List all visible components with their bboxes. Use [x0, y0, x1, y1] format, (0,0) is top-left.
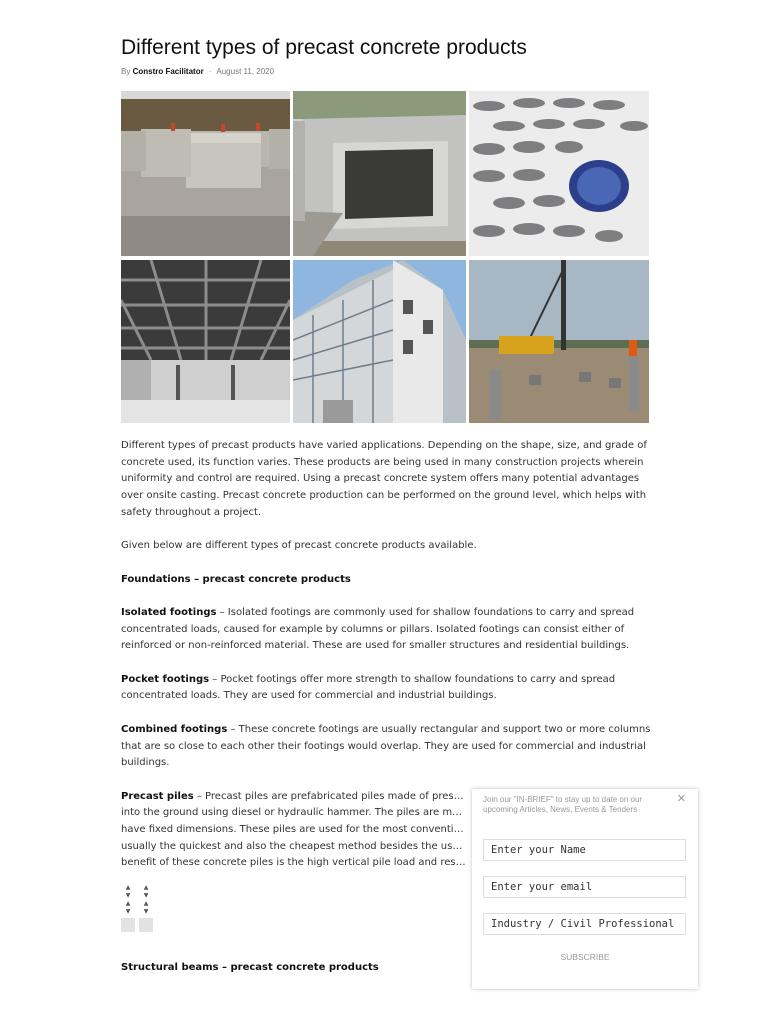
pocket-footings-paragraph — [121, 672, 651, 705]
article-header — [121, 30, 649, 76]
spinner-down-icon[interactable]: ▼ — [125, 908, 131, 915]
foundations-heading — [121, 572, 651, 589]
byline-prefix: By — [121, 67, 131, 76]
page-title: Different types of precast concrete products — [121, 36, 527, 59]
number-spinner[interactable] — [139, 884, 153, 934]
isolated-footings-paragraph — [121, 605, 651, 655]
email-input[interactable] — [483, 876, 686, 898]
intro-paragraph: Different types of precast products have varied applications. Depending on the shape, size, and grade of concrete used, its function varies. These products are being used in many construction projects wherein uniformity and control are required. Using a precast concrete system offers many potential advantages over onsite casting. Precast concrete production can be performed on the ground level, which helps with safety throughout a project. — [121, 440, 647, 518]
number-spinner[interactable] — [121, 884, 135, 934]
gallery-image-box-culvert[interactable] — [293, 91, 466, 256]
spinner-down-icon[interactable]: ▼ — [143, 892, 149, 899]
precast-piles-text: – Precast piles are prefabricated piles made of pres… into the ground using diesel or hydraulic hammer. The piles are m… have fixed dimensions. These piles are used for the most conventi… usually the quickest and also the cheapest method besides the us… benefit of these concrete piles is the high vertical pile load and res… — [121, 790, 466, 869]
isolated-footings-text: – Isolated footings are commonly used for shallow foundations to carry and spread concentrated loads, caused for example by columns or pillars. Isolated footings can consist either of reinforced or non-reinforced material. These are used for smaller structures and residential buildings. — [121, 606, 635, 652]
name-input[interactable] — [483, 839, 686, 861]
profession-select[interactable] — [483, 913, 686, 935]
subscribe-button[interactable]: SUBSCRIBE — [472, 951, 698, 963]
spinner-group — [121, 884, 153, 934]
spinner-up-icon[interactable]: ▲ — [143, 900, 149, 907]
spinner-down-icon[interactable]: ▼ — [125, 892, 131, 899]
combined-footings-text: – These concrete footings are usually rectangular and support two or more columns that are so close to each other their footings would overlap. They are used for commercial and industrial buildings. — [121, 723, 651, 769]
close-icon[interactable]: ✕ — [676, 793, 686, 805]
combined-footings-title: Combined footings — [121, 723, 228, 735]
pocket-footings-text: – Pocket footings offer more strength to shallow foundations to carry and spread concentrated loads. They are used for commercial and industrial buildings. — [121, 673, 616, 702]
isolated-footings-title: Isolated footings — [121, 606, 217, 618]
spinner-box[interactable] — [139, 918, 153, 932]
precast-piles-title: Precast piles — [121, 790, 194, 802]
foundations-heading-text: Foundations – precast concrete products — [121, 573, 351, 585]
precast-piles-paragraph — [121, 789, 473, 873]
structural-beams-heading: Structural beams – precast concrete products — [121, 962, 379, 973]
spinner-up-icon[interactable]: ▲ — [125, 884, 131, 891]
gallery-image-pocket-footings[interactable] — [121, 91, 290, 256]
byline — [121, 67, 649, 76]
spinner-box[interactable] — [121, 918, 135, 932]
spinner-down-icon[interactable]: ▼ — [143, 908, 149, 915]
publish-date: August 11, 2020 — [216, 67, 275, 76]
image-gallery — [121, 91, 649, 423]
gallery-image-wall-panels[interactable] — [293, 260, 466, 423]
newsletter-popup — [472, 789, 698, 989]
spinner-up-icon[interactable]: ▲ — [125, 900, 131, 907]
gallery-image-perforated-facade[interactable] — [469, 91, 649, 256]
pocket-footings-title: Pocket footings — [121, 673, 210, 685]
spinner-up-icon[interactable]: ▲ — [143, 884, 149, 891]
newsletter-message: Join our "IN-BRIEF" to stay up to date on our upcoming Articles, News, Events & Tenders — [483, 795, 643, 814]
gallery-image-waffle-slab[interactable] — [121, 260, 290, 423]
author-link[interactable]: Constro Facilitator — [132, 67, 204, 76]
combined-footings-paragraph — [121, 722, 651, 772]
given-below-paragraph: Given below are different types of precast concrete products available. — [121, 540, 477, 552]
byline-separator: - — [208, 67, 212, 76]
gallery-image-precast-piles[interactable] — [469, 260, 649, 423]
